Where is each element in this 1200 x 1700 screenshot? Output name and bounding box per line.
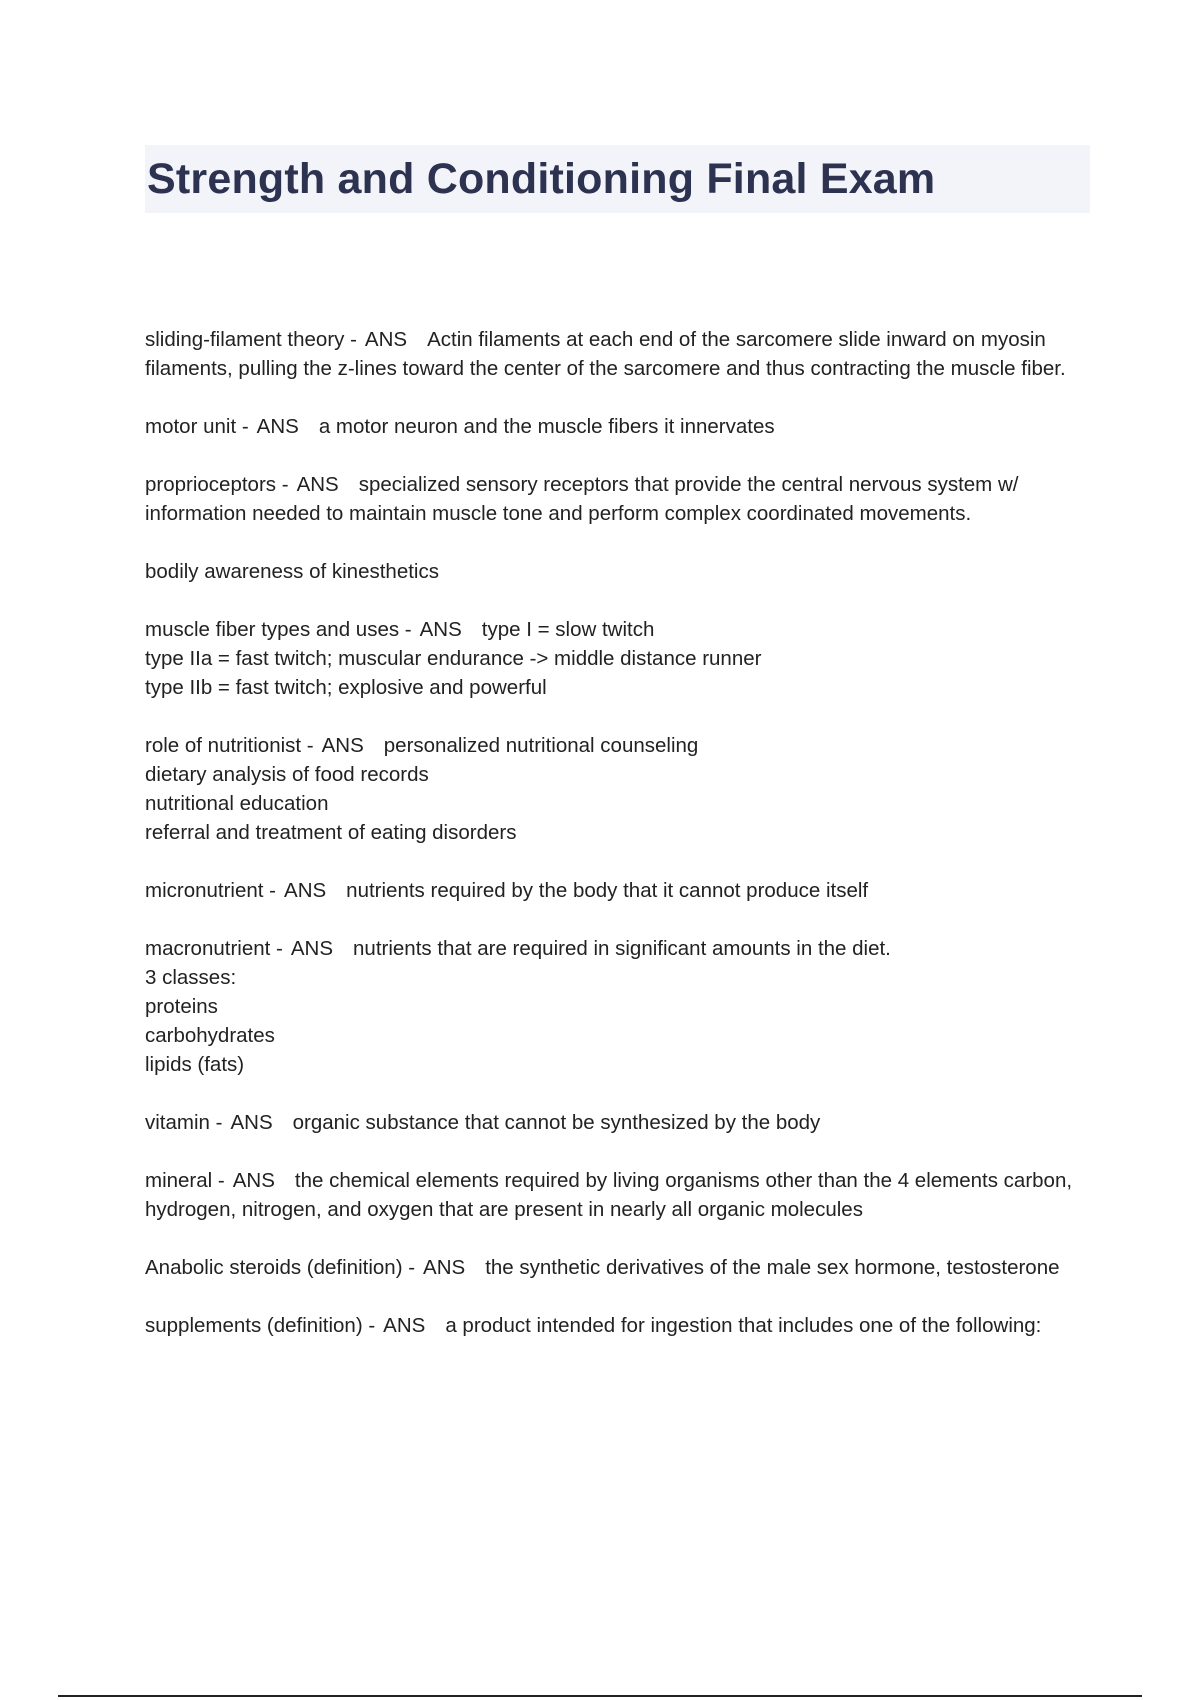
entry-answer-text: type I = slow twitch [481,618,655,641]
document-title: Strength and Conditioning Final Exam [147,154,936,203]
entry-first-line [145,1108,1095,1137]
qa-entry [145,412,1095,441]
qa-entry [145,876,1095,905]
entry-term: role of nutritionist - [145,734,314,757]
entry-answer-text: nutritional education [145,792,329,815]
entry-first-line [145,876,1095,905]
entry-answer-text: nutrients required by the body that it cannot produce itself [346,879,869,902]
entry-term: proprioceptors - [145,473,289,496]
entry-first-line [145,615,1095,644]
ans-marker: ANS [256,415,299,438]
entry-first-line [145,325,1095,383]
entry-answer-text: bodily awareness of kinesthetics [145,560,439,583]
ans-marker: ANS [290,937,334,960]
entry-answer-text: dietary analysis of food records [145,763,429,786]
qa-entry [145,557,1095,586]
ans-marker: ANS [284,879,327,902]
entry-first-line [145,557,1095,586]
ans-marker: ANS [232,1169,275,1192]
entry-term: motor unit - [145,415,249,438]
entry-term: muscle fiber types and uses - [145,618,412,641]
entry-answer-text: a product intended for ingestion that includes one of the following: [445,1314,1042,1337]
qa-entry [145,1311,1095,1340]
entry-continuation-line [145,818,1095,847]
entry-first-line [145,470,1095,528]
entry-answer-text: type IIb = fast twitch; explosive and powerful [145,676,547,699]
entry-term: mineral - [145,1169,225,1192]
entry-first-line [145,1311,1095,1340]
entry-answer-text: organic substance that cannot be synthesized by the body [292,1111,821,1134]
entry-term: sliding-filament theory - [145,328,357,351]
ans-marker: ANS [423,1256,466,1279]
footer-divider [58,1695,1142,1697]
entry-continuation-line [145,963,1095,992]
entry-answer-text: specialized sensory receptors that provide the central nervous system w/ information needed to maintain muscle tone and perform complex coordinated movements. [145,473,1019,525]
entry-term: vitamin - [145,1111,223,1134]
entry-answer-text: the synthetic derivatives of the male sex hormone, testosterone [485,1256,1060,1279]
entry-answer-text: lipids (fats) [145,1053,245,1076]
entry-answer-text: referral and treatment of eating disorders [145,821,517,844]
qa-entry [145,1108,1095,1137]
qa-entry [145,934,1095,1079]
ans-marker: ANS [419,618,462,641]
qa-entry [145,470,1095,528]
entry-answer-text: carbohydrates [145,1024,275,1047]
entry-first-line [145,1253,1095,1282]
entry-answer-text: type IIa = fast twitch; muscular endurance -> middle distance runner [145,647,762,670]
qa-entry [145,615,1095,702]
entry-first-line [145,1166,1095,1224]
qa-entry [145,731,1095,847]
entry-continuation-line [145,673,1095,702]
entry-continuation-line [145,789,1095,818]
entry-continuation-line [145,992,1095,1021]
entry-first-line [145,731,1095,760]
entry-answer-text: Actin filaments at each end of the sarcomere slide inward on myosin filaments, pulling the z-lines toward the center of the sarcomere and thus contracting the muscle fiber. [145,328,1066,380]
entry-continuation-line [145,760,1095,789]
ans-marker: ANS [230,1111,273,1134]
entry-first-line [145,934,1095,963]
entry-answer-text: personalized nutritional counseling [383,734,699,757]
flashcard-list [145,325,1095,1369]
entry-continuation-line [145,644,1095,673]
entry-term: supplements (definition) - [145,1314,376,1337]
ans-marker: ANS [383,1314,426,1337]
qa-entry [145,325,1095,383]
ans-marker: ANS [296,473,339,496]
ans-marker: ANS [321,734,364,757]
entry-answer-text: proteins [145,995,218,1018]
entry-term: macronutrient - [145,937,283,960]
entry-answer-text: nutrients that are required in significant amounts in the diet. [353,937,891,960]
entry-first-line [145,412,1095,441]
entry-term: Anabolic steroids (definition) - [145,1256,416,1279]
entry-answer-text: a motor neuron and the muscle fibers it innervates [318,415,775,438]
entry-answer-text: 3 classes: [145,966,237,989]
ans-marker: ANS [364,328,408,351]
entry-continuation-line [145,1021,1095,1050]
qa-entry [145,1166,1095,1224]
entry-term: micronutrient - [145,879,277,902]
qa-entry [145,1253,1095,1282]
entry-continuation-line [145,1050,1095,1079]
entry-answer-text: the chemical elements required by living organisms other than the 4 elements carbon, hydrogen, nitrogen, and oxygen that are present in nearly all organic molecules [145,1169,1073,1221]
title-banner [145,145,1090,213]
